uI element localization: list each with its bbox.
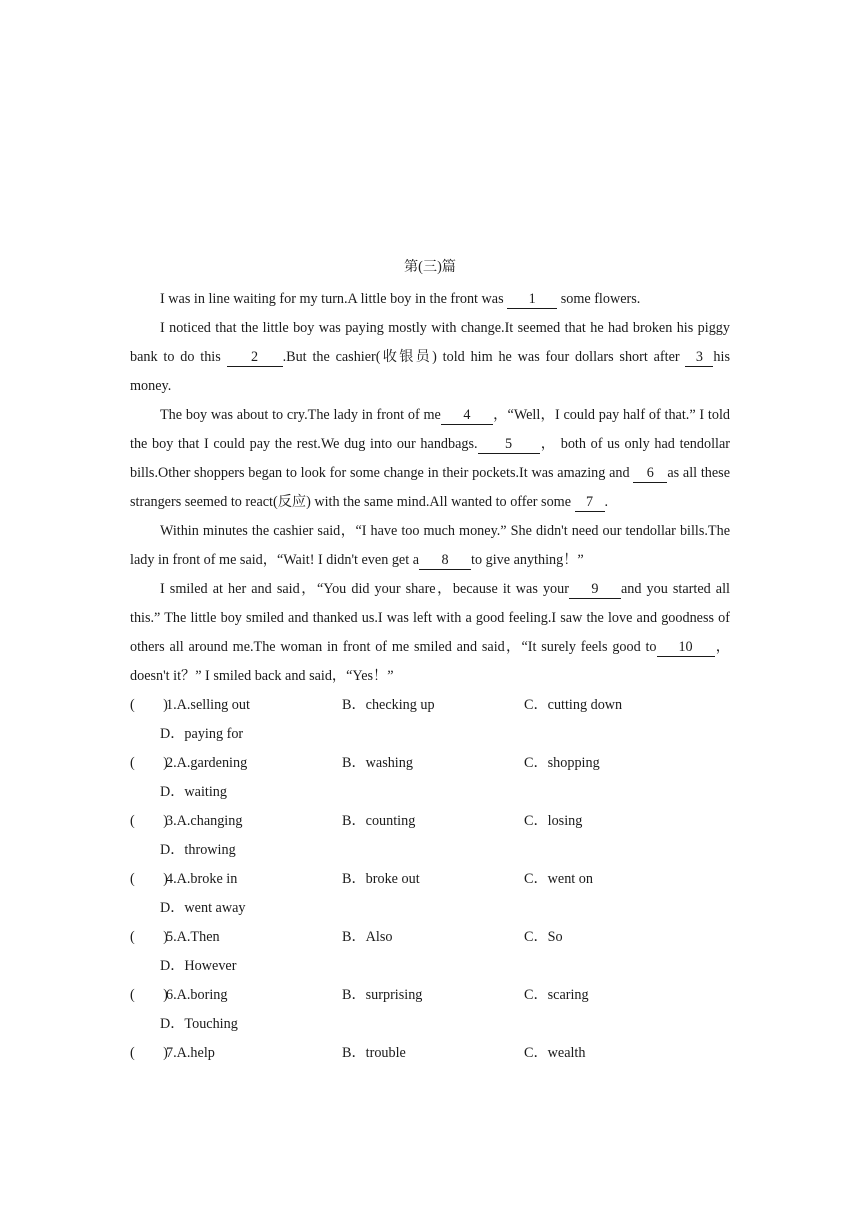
passage-text: his money. [130,349,730,394]
question-3 [130,807,730,836]
passage-paragraph-5 [130,575,730,691]
passage-text: .But the cashier(收银员) told him he was four dollars short after [282,349,686,365]
passage-text: . [604,494,609,510]
question-list [130,691,730,1068]
section-title: 第(三)篇 [403,259,456,275]
answer-paren: ( ) [130,987,168,1003]
blank-7: 7 [575,493,605,512]
option-c: C．scaring [524,987,589,1003]
blank-3: 3 [685,348,713,367]
option-b: B．trouble [342,1045,406,1061]
option-b: B．surprising [342,987,423,1003]
passage-text: The boy was about to cry.The lady in front of me [160,407,441,423]
blank-9: 9 [569,580,621,599]
option-b: B．washing [342,755,413,771]
option-a: 5.A.Then [166,929,220,945]
option-c: C．wealth [524,1045,586,1061]
passage-text: I was in line waiting for my turn.A little boy in the front was [160,291,508,307]
passage-text: to give anything！” [471,552,584,568]
option-c: C．losing [524,813,583,829]
option-c: C．So [524,929,563,945]
option-c: C．went on [524,871,593,887]
answer-paren: ( ) [130,871,168,887]
answer-paren: ( ) [130,755,168,771]
passage-paragraph-3 [130,401,730,517]
option-d: D．Touching [160,1016,238,1032]
answer-paren: ( ) [130,813,168,829]
option-d: D．paying for [160,726,244,742]
blank-4: 4 [441,406,493,425]
option-b: B．broke out [342,871,420,887]
option-b: B．Also [342,929,393,945]
question-5 [130,923,730,952]
question-7 [130,1039,730,1068]
option-a: 4.A.broke in [166,871,238,887]
question-2 [130,749,730,778]
passage-text: ，“Well，I could pay half of that.” I told the boy that I could pay the rest.We dug into our handbags. [130,407,730,452]
option-c: C．shopping [524,755,600,771]
passage-paragraph-2 [130,314,730,401]
blank-5: 5 [478,435,540,454]
option-d: D．throwing [160,842,236,858]
passage-text: I noticed that the little boy was paying mostly with change.It seemed that he had broken his piggy bank to do this [130,320,730,365]
question-4 [130,865,730,894]
answer-paren: ( ) [130,1045,168,1061]
passage-text: ， both of us only had tendollar bills.Other shoppers began to look for some change in their pockets.It was amazing and [130,436,730,481]
option-d: D．went away [160,900,246,916]
answer-paren: ( ) [130,697,168,713]
exam-page [130,256,730,1068]
option-a: 6.A.boring [166,987,228,1003]
passage-text: and you started all this.” The little boy smiled and thanked us.I was left with a good feeling.I saw the love and goodness of others all around me.The woman in front of me smiled and said，“It surely feels good to [130,581,730,655]
passage-text: some flowers. [557,291,641,307]
passage-paragraph-1 [130,285,730,314]
blank-8: 8 [419,551,471,570]
option-a: 3.A.changing [166,813,243,829]
option-b: B．checking up [342,697,435,713]
option-d: D．However [160,958,237,974]
passage-text: as all these strangers seemed to react(反应) with the same mind.All wanted to offer some [130,465,730,510]
passage-text: Within minutes the cashier said，“I have too much money.” She didn't need our tendollar bills.The lady in front of me said，“Wait! I didn't even get a [130,523,730,568]
question-1 [130,691,730,720]
blank-1: 1 [507,290,557,309]
option-c: C．cutting down [524,697,623,713]
blank-2: 2 [227,348,283,367]
option-a: 7.A.help [166,1045,215,1061]
answer-paren: ( ) [130,929,168,945]
option-d: D．waiting [160,784,227,800]
question-6 [130,981,730,1010]
blank-10: 10 [657,638,715,657]
passage-text: I smiled at her and said，“You did your share，because it was your [160,581,569,597]
passage-paragraph-4 [130,517,730,575]
option-a: 1.A.selling out [166,697,250,713]
option-b: B．counting [342,813,416,829]
blank-6: 6 [633,464,667,483]
passage-text: ，doesn't it？” I smiled back and said，“Yes！” [130,639,730,684]
option-a: 2.A.gardening [166,755,248,771]
